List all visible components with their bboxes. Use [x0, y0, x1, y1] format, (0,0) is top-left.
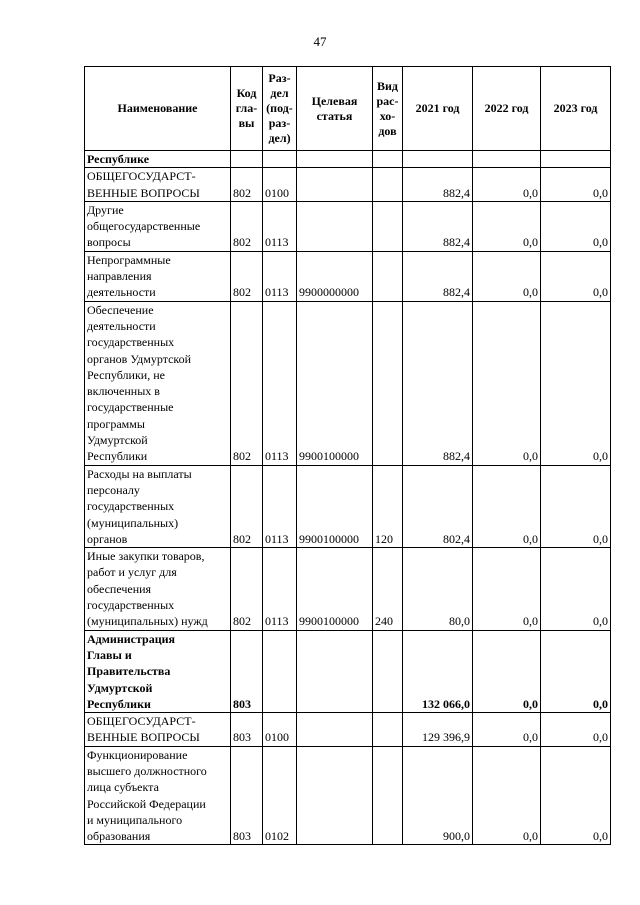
cell-2023: 0,0 [541, 201, 611, 251]
table-row [85, 301, 611, 465]
cell-target [297, 201, 373, 251]
cell-section [263, 630, 297, 712]
cell-code: 803 [231, 713, 263, 747]
cell-2023: 0,0 [541, 168, 611, 202]
cell-name: Непрограммные направления деятельности [85, 251, 231, 301]
cell-kind: 240 [373, 548, 403, 630]
cell-2023: 0,0 [541, 746, 611, 845]
cell-target [297, 746, 373, 845]
cell-section: 0100 [263, 713, 297, 747]
cell-name: Расходы на выплаты персоналу государственных (муниципальных) органов [85, 465, 231, 547]
table-row [85, 746, 611, 845]
header-2022: 2022 год [473, 67, 541, 151]
cell-2023: 0,0 [541, 251, 611, 301]
cell-name: Иные закупки товаров, работ и услуг для обеспечения государственных (муниципальных) нужд [85, 548, 231, 630]
cell-2023: 0,0 [541, 301, 611, 465]
cell-2022: 0,0 [473, 201, 541, 251]
header-2023: 2023 год [541, 67, 611, 151]
cell-2021: 129 396,9 [403, 713, 473, 747]
cell-target [297, 168, 373, 202]
cell-code: 802 [231, 548, 263, 630]
cell-target: 9900100000 [297, 548, 373, 630]
cell-2022: 0,0 [473, 630, 541, 712]
cell-target: 9900100000 [297, 465, 373, 547]
cell-name: Администрация Главы и Правительства Удмуртской Республики [85, 630, 231, 712]
cell-kind [373, 168, 403, 202]
cell-name: Другие общегосударственные вопросы [85, 201, 231, 251]
table-row [85, 168, 611, 202]
cell-target: 9900100000 [297, 301, 373, 465]
cell-2022: 0,0 [473, 713, 541, 747]
cell-2022: 0,0 [473, 548, 541, 630]
cell-2023: 0,0 [541, 465, 611, 547]
table-row [85, 548, 611, 630]
cell-name: ОБЩЕГОСУДАРСТ- ВЕННЫЕ ВОПРОСЫ [85, 713, 231, 747]
cell-2022: 0,0 [473, 251, 541, 301]
cell-target: 9900000000 [297, 251, 373, 301]
table-row [85, 630, 611, 712]
header-kind: Вид рас- хо- дов [373, 67, 403, 151]
header-2021: 2021 год [403, 67, 473, 151]
cell-2022: 0,0 [473, 168, 541, 202]
cell-kind [373, 713, 403, 747]
cell-section: 0113 [263, 465, 297, 547]
cell-2023: 0,0 [541, 713, 611, 747]
cell-2021: 802,4 [403, 465, 473, 547]
cell-section: 0113 [263, 251, 297, 301]
cell-2021: 882,4 [403, 201, 473, 251]
cell-2022: 0,0 [473, 746, 541, 845]
cell-kind: 120 [373, 465, 403, 547]
table-body [85, 151, 611, 845]
cell-2021: 900,0 [403, 746, 473, 845]
cell-code: 802 [231, 168, 263, 202]
cell-code: 802 [231, 251, 263, 301]
cell-section: 0113 [263, 301, 297, 465]
cell-2022: 0,0 [473, 465, 541, 547]
cell-kind [373, 301, 403, 465]
cell-target [297, 713, 373, 747]
cell-name: Функционирование высшего должностного лица субъекта Российской Федерации и муниципального образования [85, 746, 231, 845]
cell-name: Обеспечение деятельности государственных органов Удмуртской Республики, не включенных в государственные программы Удмуртской Республики [85, 301, 231, 465]
header-section: Раз- дел (под- раз- дел) [263, 67, 297, 151]
cell-section: 0102 [263, 746, 297, 845]
table-row [85, 251, 611, 301]
cell-kind [373, 251, 403, 301]
budget-table [84, 66, 611, 845]
continuation-label: Республике [85, 151, 231, 168]
cell-2023: 0,0 [541, 630, 611, 712]
cell-code: 803 [231, 746, 263, 845]
cell-code: 802 [231, 465, 263, 547]
cell-section: 0100 [263, 168, 297, 202]
table-row [85, 201, 611, 251]
cell-2021: 132 066,0 [403, 630, 473, 712]
cell-2022: 0,0 [473, 301, 541, 465]
header-name: Наименование [85, 67, 231, 151]
table-row [85, 713, 611, 747]
cell-2021: 882,4 [403, 168, 473, 202]
cell-2021: 80,0 [403, 548, 473, 630]
cell-2021: 882,4 [403, 301, 473, 465]
header-target: Целевая статья [297, 67, 373, 151]
cell-section: 0113 [263, 201, 297, 251]
page-number: 47 [313, 34, 327, 49]
cell-kind [373, 630, 403, 712]
cell-section: 0113 [263, 548, 297, 630]
cell-target [297, 630, 373, 712]
cell-2023: 0,0 [541, 548, 611, 630]
header-code: Код гла- вы [231, 67, 263, 151]
cell-code: 803 [231, 630, 263, 712]
table-row [85, 465, 611, 547]
continuation-row [85, 151, 611, 168]
cell-kind [373, 201, 403, 251]
cell-2021: 882,4 [403, 251, 473, 301]
cell-name: ОБЩЕГОСУДАРСТ- ВЕННЫЕ ВОПРОСЫ [85, 168, 231, 202]
cell-code: 802 [231, 201, 263, 251]
cell-kind [373, 746, 403, 845]
header-row [85, 67, 611, 151]
cell-code: 802 [231, 301, 263, 465]
